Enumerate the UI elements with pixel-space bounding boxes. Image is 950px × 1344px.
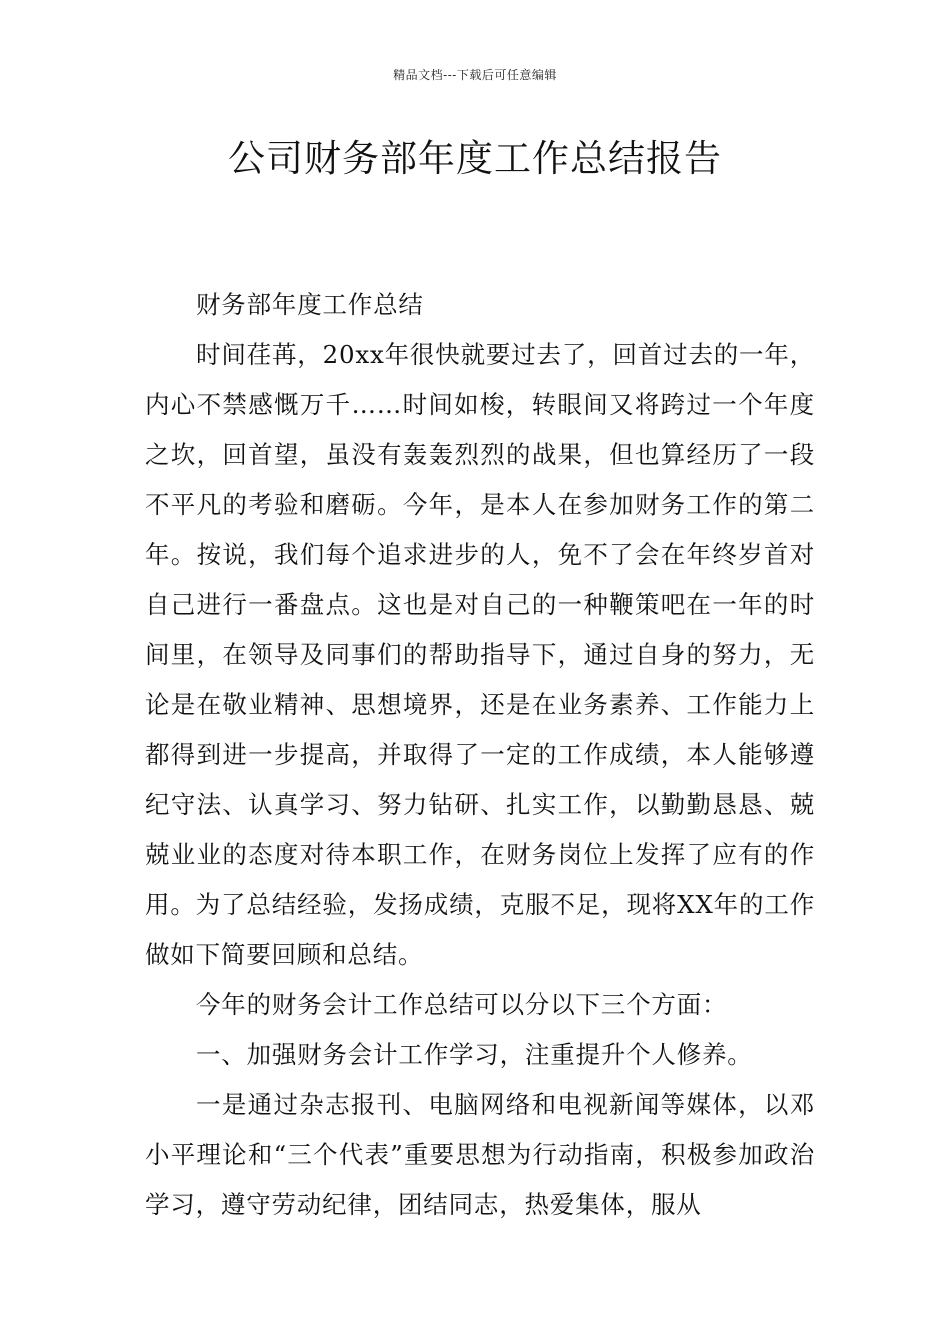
paragraph: 今年的财务会计工作总结可以分以下三个方面： bbox=[196, 990, 728, 1019]
paragraph: 时间荏苒，20xx年很快就要过去了，回首过去的一年，内心不禁感慨万千……时间如梭，转眼间又将跨过一个年度之坎，回首望，虽没有轰轰烈烈的战果，但也算经历了一段不平凡的考验和磨砺。今年，是本人在参加财务工作的第二年。按说，我们每个追求进步的人，免不了会在年终岁首对自己进行一番盘点。这也是对自己的一种鞭策吧在一年的时间里，在领导及同事们的帮助指导下，通过自身的努力，无论是在敬业精神、思想境界，还是在业务素养、工作能力上都得到进一步提高，并取得了一定的工作成绩，本人能够遵纪守法、认真学习、努力钻研、扎实工作，以勤勤恳恳、兢兢业业的态度对待本职工作，在财务岗位上发挥了应有的作用。为了总结经验，发扬成绩，克服不足，现将XX年的工作做如下简要回顾和总结。 bbox=[145, 340, 815, 969]
header-note: 精品文档---下载后可任意编辑 bbox=[393, 68, 557, 82]
paragraph: 一是通过杂志报刊、电脑网络和电视新闻等媒体，以邓小平理论和“三个代表”重要思想为行动指南，积极参加政治学习，遵守劳动纪律，团结同志，热爱集体，服从 bbox=[145, 1090, 815, 1219]
paragraph: 一、加强财务会计工作学习，注重提升个人修养。 bbox=[196, 1040, 753, 1069]
section-heading: 财务部年度工作总结 bbox=[196, 290, 424, 319]
document-title: 公司财务部年度工作总结报告 bbox=[228, 137, 722, 180]
document-body bbox=[145, 280, 815, 1230]
